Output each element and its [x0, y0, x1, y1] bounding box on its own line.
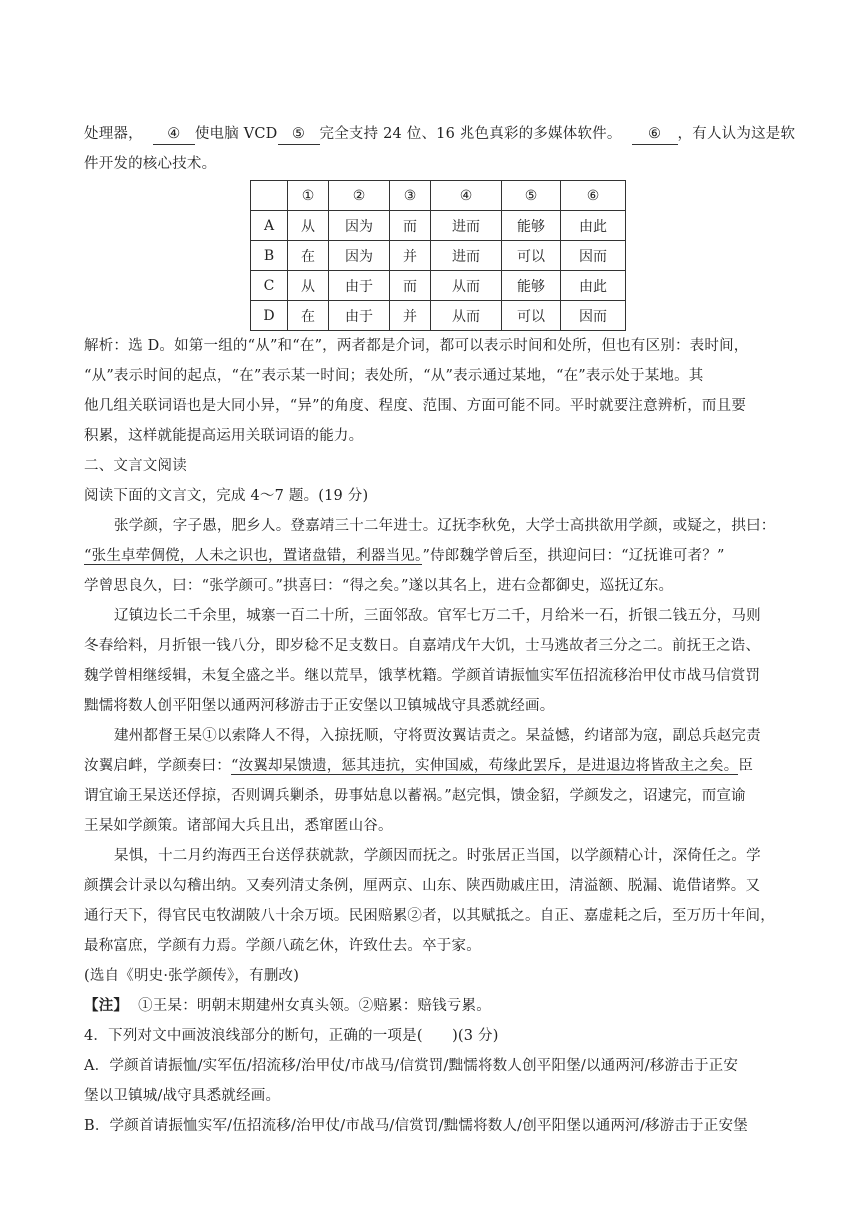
option-a: A．学颜首请振恤/实军伍/招流移/治甲仗/市战马/信赏罚/黜懦将数人创平阳堡/以通两河/移游击于正安 [84, 1058, 739, 1074]
underlined-sentence: “张生卓荦倜傥，人未之识也，置诸盘错，利器当见。 [84, 548, 423, 564]
note-text: ①王杲：明朝末期建州女真头领。②赔累：赔钱亏累。 [138, 998, 491, 1014]
table-cell: 在 [288, 301, 329, 331]
table-cell: 能够 [502, 271, 561, 301]
blank-4: ④ [153, 124, 195, 145]
table-cell: 可以 [502, 301, 561, 331]
intro-line-1 [84, 124, 796, 145]
source-citation: (选自《明史·张学颜传》，有删改) [84, 968, 300, 984]
passage-line: 杲惧，十二月约海西王台送俘获就款，学颜因而抚之。时张居正当国，以学颜精心计，深倚任之。学 [114, 848, 761, 864]
table-cell [251, 181, 288, 211]
table-cell: 而 [390, 211, 431, 241]
passage-text: 汝翼启衅，学颜奏曰： [84, 758, 231, 774]
note-label: 【注】 [84, 997, 129, 1014]
analysis-line: 积累，这样就能提高运用关联词语的能力。 [84, 428, 364, 444]
table-cell: D [251, 301, 288, 331]
passage-line: 最称富庶，学颜有力焉。学颜八疏乞休，许致仕去。卒于家。 [84, 938, 481, 954]
table-row [251, 301, 626, 331]
table-cell: 由此 [561, 271, 626, 301]
table-cell: B [251, 241, 288, 271]
option-a-cont: 堡以卫镇城/战守具悉就经画。 [84, 1088, 281, 1104]
passage-line: 谓宜谕王杲送还俘掠，否则调兵剿杀，毋事姑息以蓄祸。”赵完惧，馈金貂，学颜发之，诏逮完，而宣谕 [84, 788, 746, 804]
passage-line: 建州都督王杲①以索降人不得，入掠抚顺，守将贾汝翼诘责之。杲益憾，约诸部为寇，副总兵赵完责 [114, 728, 761, 744]
passage-line: 辽镇边长二千余里，城寨一百二十所，三面邻敌。官军七万二千，月给米一石，折银二钱五分，马则 [114, 608, 761, 624]
table-cell: 在 [288, 241, 329, 271]
table-row [251, 211, 626, 241]
table-cell: 能够 [502, 211, 561, 241]
table-cell: ③ [390, 181, 431, 211]
notes [84, 996, 784, 1016]
table-cell: 因而 [561, 301, 626, 331]
table-cell: 由于 [329, 301, 390, 331]
table-cell: 从而 [431, 271, 502, 301]
table-cell: 由此 [561, 211, 626, 241]
passage-line [84, 546, 784, 566]
table-cell: 因为 [329, 211, 390, 241]
table-cell: A [251, 211, 288, 241]
analysis-line: “从”表示时间的起点，“在”表示某一时间；表处所，“从”表示通过某地，“在”表示处于某地。其 [84, 368, 704, 384]
question-4: 4．下列对文中画波浪线部分的断句，正确的一项是( )(3 分) [84, 1028, 499, 1044]
intro-text: 处理器， [84, 126, 143, 142]
passage-line: 张学颜，字子愚，肥乡人。登嘉靖三十二年进士。辽抚李秋免，大学士高拱欲用学颜，或疑之，拱曰： [114, 518, 776, 534]
table-cell: 而 [390, 271, 431, 301]
table-cell: ② [329, 181, 390, 211]
passage-line: 魏学曾相继绥辑，未复全盛之半。继以荒旱，饿莩枕籍。学颜首请振恤实军伍招流移治甲仗市战马信赏罚 [84, 668, 761, 684]
table-cell: 进而 [431, 241, 502, 271]
underlined-sentence: “汝翼却杲馈遗，惩其违抗，实伸国威，苟缘此罢斥，是进退边将皆敌主之矣。 [231, 758, 739, 774]
table-cell: 从 [288, 271, 329, 301]
table-cell: 可以 [502, 241, 561, 271]
options-table [250, 180, 626, 331]
table-cell: 由于 [329, 271, 390, 301]
blank-5: ⑤ [278, 124, 320, 145]
table-cell: C [251, 271, 288, 301]
intro-text: 使电脑 VCD [194, 126, 278, 142]
table-cell: 因为 [329, 241, 390, 271]
table-cell: 进而 [431, 211, 502, 241]
table-row [251, 271, 626, 301]
intro-line-2: 件开发的核心技术。 [84, 156, 217, 172]
passage-line: 通行天下，得官民屯牧湖陂八十余万顷。民困赔累②者，以其赋抵之。自正、嘉虚耗之后，至万历十年间， [84, 908, 775, 924]
table-header-row [251, 181, 626, 211]
table-cell: 并 [390, 301, 431, 331]
section-title: 二、文言文阅读 [84, 458, 187, 474]
instruction: 阅读下面的文言文，完成 4～7 题。(19 分) [84, 488, 369, 504]
intro-text: 完全支持 24 位、16 兆色真彩的多媒体软件。 [319, 126, 622, 142]
table-cell: ④ [431, 181, 502, 211]
table-cell: ① [288, 181, 329, 211]
passage-text: 臣 [738, 758, 754, 774]
passage-line: 黜懦将数人创平阳堡以通两河移游击于正安堡以卫镇城战守具悉就经画。 [84, 698, 555, 714]
intro-text: ，有人认为这是软 [677, 126, 796, 142]
table-row [251, 241, 626, 271]
passage-line: 冬春给料，月折银一钱八分，即岁稔不足支数日。自嘉靖戊午大饥，士马逃故者三分之二。前抚王之诰、 [84, 638, 761, 654]
passage-line: 颜撰会计录以勾稽出纳。又奏列清丈条例，厘两京、山东、陕西勋戚庄田，清溢额、脱漏、诡借诸弊。又 [84, 878, 761, 894]
table-cell: ⑤ [502, 181, 561, 211]
passage-line [84, 756, 784, 776]
passage-line: 学曾思良久，曰：“张学颜可。”拱喜曰：“得之矣。”遂以其名上，进右佥都御史，巡抚辽东。 [84, 578, 674, 594]
table-cell: ⑥ [561, 181, 626, 211]
table-cell: 从 [288, 211, 329, 241]
blank-6: ⑥ [632, 124, 678, 145]
table-cell: 并 [390, 241, 431, 271]
passage-text: ”侍郎魏学曾后至，拱迎问曰：“辽抚谁可者？” [422, 548, 725, 564]
option-b: B．学颜首请振恤实军/伍招流移/治甲仗/市战马/信赏罚/黜懦将数人/创平阳堡以通两河/移游击于正安堡 [84, 1118, 748, 1134]
table-cell: 从而 [431, 301, 502, 331]
analysis-line: 解析：选 D。如第一组的“从”和“在”，两者都是介词，都可以表示时间和处所，但也有区别：表时间， [84, 338, 749, 354]
table-cell: 因而 [561, 241, 626, 271]
passage-line: 王杲如学颜策。诸部闻大兵且出，悉窜匿山谷。 [84, 818, 393, 834]
analysis-line: 他几组关联词语也是大同小异，“异”的角度、程度、范围、方面可能不同。平时就要注意辨析，而且要 [84, 398, 747, 414]
